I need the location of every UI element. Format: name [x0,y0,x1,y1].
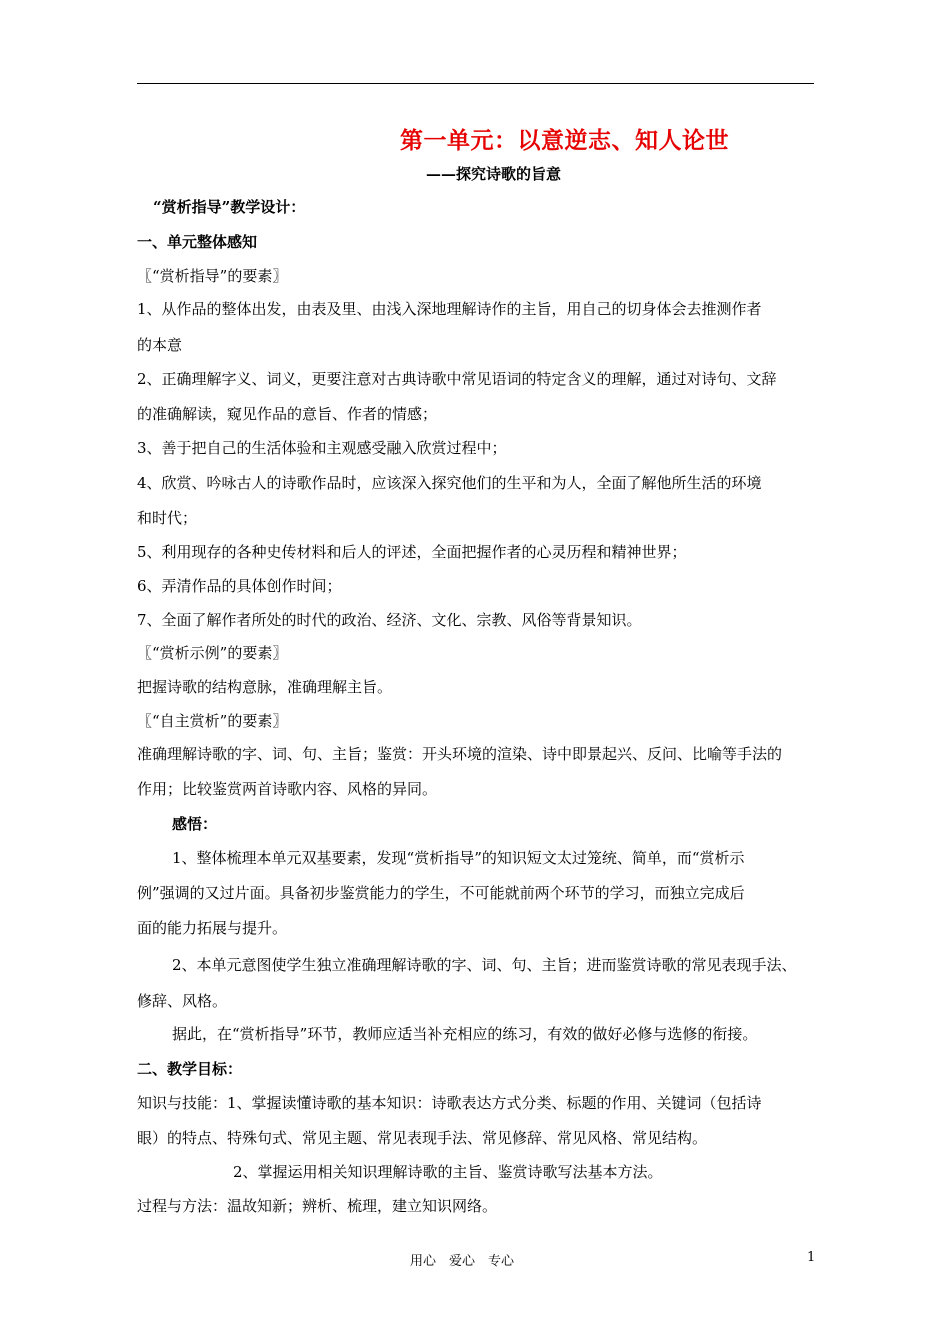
reflection-line: 据此，在“赏析指导”环节，教师应适当补充相应的练习，有效的做好必修与选修的衔接。 [172,1025,758,1043]
objective-line: 过程与方法：温故知新；辨析、梳理，建立知识网络。 [137,1197,498,1215]
tag-appreciation-example: 〖“赏析示例”的要素〗 [137,644,288,662]
section1-heading: 一、单元整体感知 [137,233,258,251]
reflection-line: 2、本单元意图使学生独立准确理解诗歌的字、词、句、主旨；进而鉴赏诗歌的常见表现手法、 [172,956,797,974]
list-item: 7、全面了解作者所处的时代的政治、经济、文化、宗教、风俗等背景知识。 [137,611,642,629]
page-subtitle: ——探究诗歌的旨意 [426,165,562,183]
objective-line: 眼）的特点、特殊句式、常见主题、常见表现手法、常见修辞、常见风格、常见结构。 [137,1129,708,1147]
page-footer: 用心 爱心 专心 [410,1254,515,1269]
list-item: 和时代； [137,509,198,527]
reflection-line: 面的能力拓展与提升。 [137,919,288,937]
tag-self-appreciation-text: 准确理解诗歌的字、词、句、主旨；鉴赏：开头环境的渲染、诗中即景起兴、反问、比喻等手法的 [137,745,783,763]
reflection-line: 修辞、风格。 [137,992,228,1010]
reflection-heading: 感悟： [172,815,218,833]
reflection-line: 例”强调的又过片面。具备初步鉴赏能力的学生，不可能就前两个环节的学习，而独立完成后 [137,884,745,902]
tag-self-appreciation: 〖“自主赏析”的要素〗 [137,712,288,730]
list-item: 2、正确理解字义、词义，更要注意对古典诗歌中常见语词的特定含义的理解，通过对诗句、文辞 [137,370,777,388]
tag-appreciation-guide: 〖“赏析指导”的要素〗 [137,267,288,285]
list-item: 1、从作品的整体出发，由表及里、由浅入深地理解诗作的主旨，用自己的切身体会去推测作者 [137,300,762,318]
reflection-line: 1、整体梳理本单元双基要素，发现“赏析指导”的知识短文太过笼统、简单，而“赏析示 [172,849,745,867]
list-item: 6、弄清作品的具体创作时间； [137,577,342,595]
section2-heading: 二、教学目标： [137,1060,243,1078]
tag-self-appreciation-text: 作用；比较鉴赏两首诗歌内容、风格的异同。 [137,780,438,798]
list-item: 的准确解读，窥见作品的意旨、作者的情感； [137,405,438,423]
list-item: 3、善于把自己的生活体验和主观感受融入欣赏过程中； [137,439,507,457]
tag-appreciation-example-text: 把握诗歌的结构意脉，准确理解主旨。 [137,678,393,696]
list-item: 的本意 [137,336,183,354]
list-item: 4、欣赏、吟咏古人的诗歌作品时，应该深入探究他们的生平和为人，全面了解他所生活的环境 [137,474,762,492]
header-rule [137,83,814,84]
objective-line: 2、掌握运用相关知识理解诗歌的主旨、鉴赏诗歌写法基本方法。 [233,1163,663,1181]
page-title: 第一单元：以意逆志、知人论世 [400,127,729,154]
objective-line: 知识与技能：1、掌握读懂诗歌的基本知识：诗歌表达方式分类、标题的作用、关键词（包括诗 [137,1094,762,1112]
design-heading: “赏析指导”教学设计： [153,198,306,216]
list-item: 5、利用现存的各种史传材料和后人的评述，全面把握作者的心灵历程和精神世界； [137,543,687,561]
page-number: 1 [807,1250,816,1265]
